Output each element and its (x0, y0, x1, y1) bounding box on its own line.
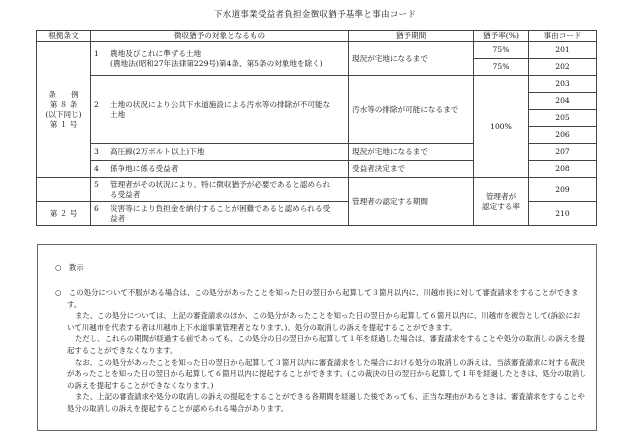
item-text: 土地 (110, 109, 126, 119)
code-cell: 206 (529, 127, 597, 144)
notice-heading: ○ 教示 (55, 263, 84, 272)
rate-text: 管理者が (485, 191, 517, 201)
item-text: 土地の状況により公共下水道施設による汚水等の排除が不可能な (110, 99, 331, 109)
code-cell: 210 (529, 202, 597, 226)
item-text: 益者 (110, 213, 126, 223)
article-2-label: 第 ２ 号 (37, 202, 91, 226)
period-cell: 受益者決定まで (349, 161, 474, 178)
article-label-line: 第 ８ 条 (49, 99, 78, 109)
item-text: (農地法(昭和27年法律第229号)第4条、第5条の対象地を除く) (110, 58, 323, 68)
period-cell: 汚水等の排除が可能になるまで (349, 76, 474, 144)
code-cell: 202 (529, 59, 597, 76)
item-number: 1 (94, 48, 99, 58)
code-cell: 205 (529, 110, 597, 127)
code-cell: 208 (529, 161, 597, 178)
header-article: 根拠条文 (37, 31, 91, 42)
header-period: 猶予期間 (349, 31, 474, 42)
item-number: 3 (94, 147, 99, 156)
item-number: 4 (94, 164, 99, 173)
item-number: 6 (94, 203, 99, 213)
article-label-line: 条 例 (48, 89, 79, 99)
rate-cell: 75% (474, 59, 529, 76)
item-text: 高圧線(2万ボルト以上)下地 (110, 147, 205, 156)
item-text: 災害等により負担金を納付することが困難であると認められる受 (110, 203, 331, 213)
item-2-cell (91, 76, 349, 144)
header-target: 徴収猶予の対象となるもの (91, 31, 349, 42)
item-text: る受益者 (110, 189, 141, 199)
code-cell: 207 (529, 144, 597, 161)
document-title: 下水道事業受益者負担金徴収猶予基準と事由コード (213, 10, 417, 20)
item-text: 係争地に係る受益者 (110, 164, 179, 173)
rate-cell: 75% (474, 42, 529, 59)
table-header-row (37, 31, 597, 42)
item-4-cell (91, 161, 349, 178)
notice-paragraph: また、上記の審査請求や処分の取消しの訴えの提起をすることができる各期間を経過した後であっても、正当な理由があるときは、審査請求をすることや処分の取消しの訴えを提起することが認められる場合があります。 (67, 392, 585, 413)
item-text: 農地及びこれに準ずる土地 (110, 48, 202, 58)
code-cell: 203 (529, 76, 597, 93)
item-1-cell (91, 42, 349, 76)
header-code: 事由コード (529, 31, 597, 42)
article-1-spacer (37, 178, 91, 202)
notice-body (55, 287, 587, 415)
code-cell: 209 (529, 178, 597, 202)
deferral-criteria-table (36, 30, 597, 226)
period-cell: 管理者の認定する期間 (349, 178, 474, 226)
legal-notice-box (37, 244, 597, 431)
code-cell: 204 (529, 93, 597, 110)
notice-paragraph: ただし、これらの期間が経過する前であっても、この処分の日の翌日から起算して１年を経過した場合は、審査請求をすることや処分の取消しの訴えを提起することができなくなります。 (67, 334, 585, 355)
rate-cell: 100% (474, 76, 529, 178)
header-rate: 猶予率(%) (474, 31, 529, 42)
item-6-cell (91, 202, 349, 226)
item-number: 5 (94, 179, 99, 189)
period-cell: 現況が宅地になるまで (349, 42, 474, 76)
item-text: 管理者がその状況により、特に徴収猶予が必要であると認められ (110, 179, 331, 189)
notice-paragraph: ○ この処分について不服がある場合は、この処分があったことを知った日の翌日から起算して３箇月以内に、川越市長に対して審査請求をすることができます。 (55, 288, 579, 309)
article-label-line: (以下同じ) (45, 109, 82, 119)
code-cell: 201 (529, 42, 597, 59)
notice-paragraph: また、この処分については、上記の審査請求のほか、この処分があったことを知った日の翌日から起算して６箇月以内に、川越市を被告として(訴訟において川越市を代表する者は川越市上下水道事業管理者となります。)、処分の取消しの訴えを提起することができます。 (67, 311, 581, 332)
item-5-cell (91, 178, 349, 202)
notice-paragraph: なお、この処分があったことを知った日の翌日から起算して３箇月以内に審査請求をした場合における処分の取消しの訴えは、当該審査請求に対する裁決があったことを知った日の翌日から起算して６箇月以内に提起することができます。(この裁決の日の翌日から起算して１年を経過したときは、処分の取消しの訴えを提起することができなくなります。) (67, 357, 587, 390)
table-row (37, 178, 597, 202)
item-number: 2 (94, 99, 99, 109)
table-row (37, 76, 597, 93)
article-label-line: 第 １ 号 (49, 119, 78, 129)
article-1-label (37, 42, 91, 178)
rate-cell (474, 178, 529, 226)
table-row (37, 42, 597, 59)
item-3-cell (91, 144, 349, 161)
period-cell: 現況が宅地になるまで (349, 144, 474, 161)
rate-text: 認定する率 (482, 201, 520, 211)
